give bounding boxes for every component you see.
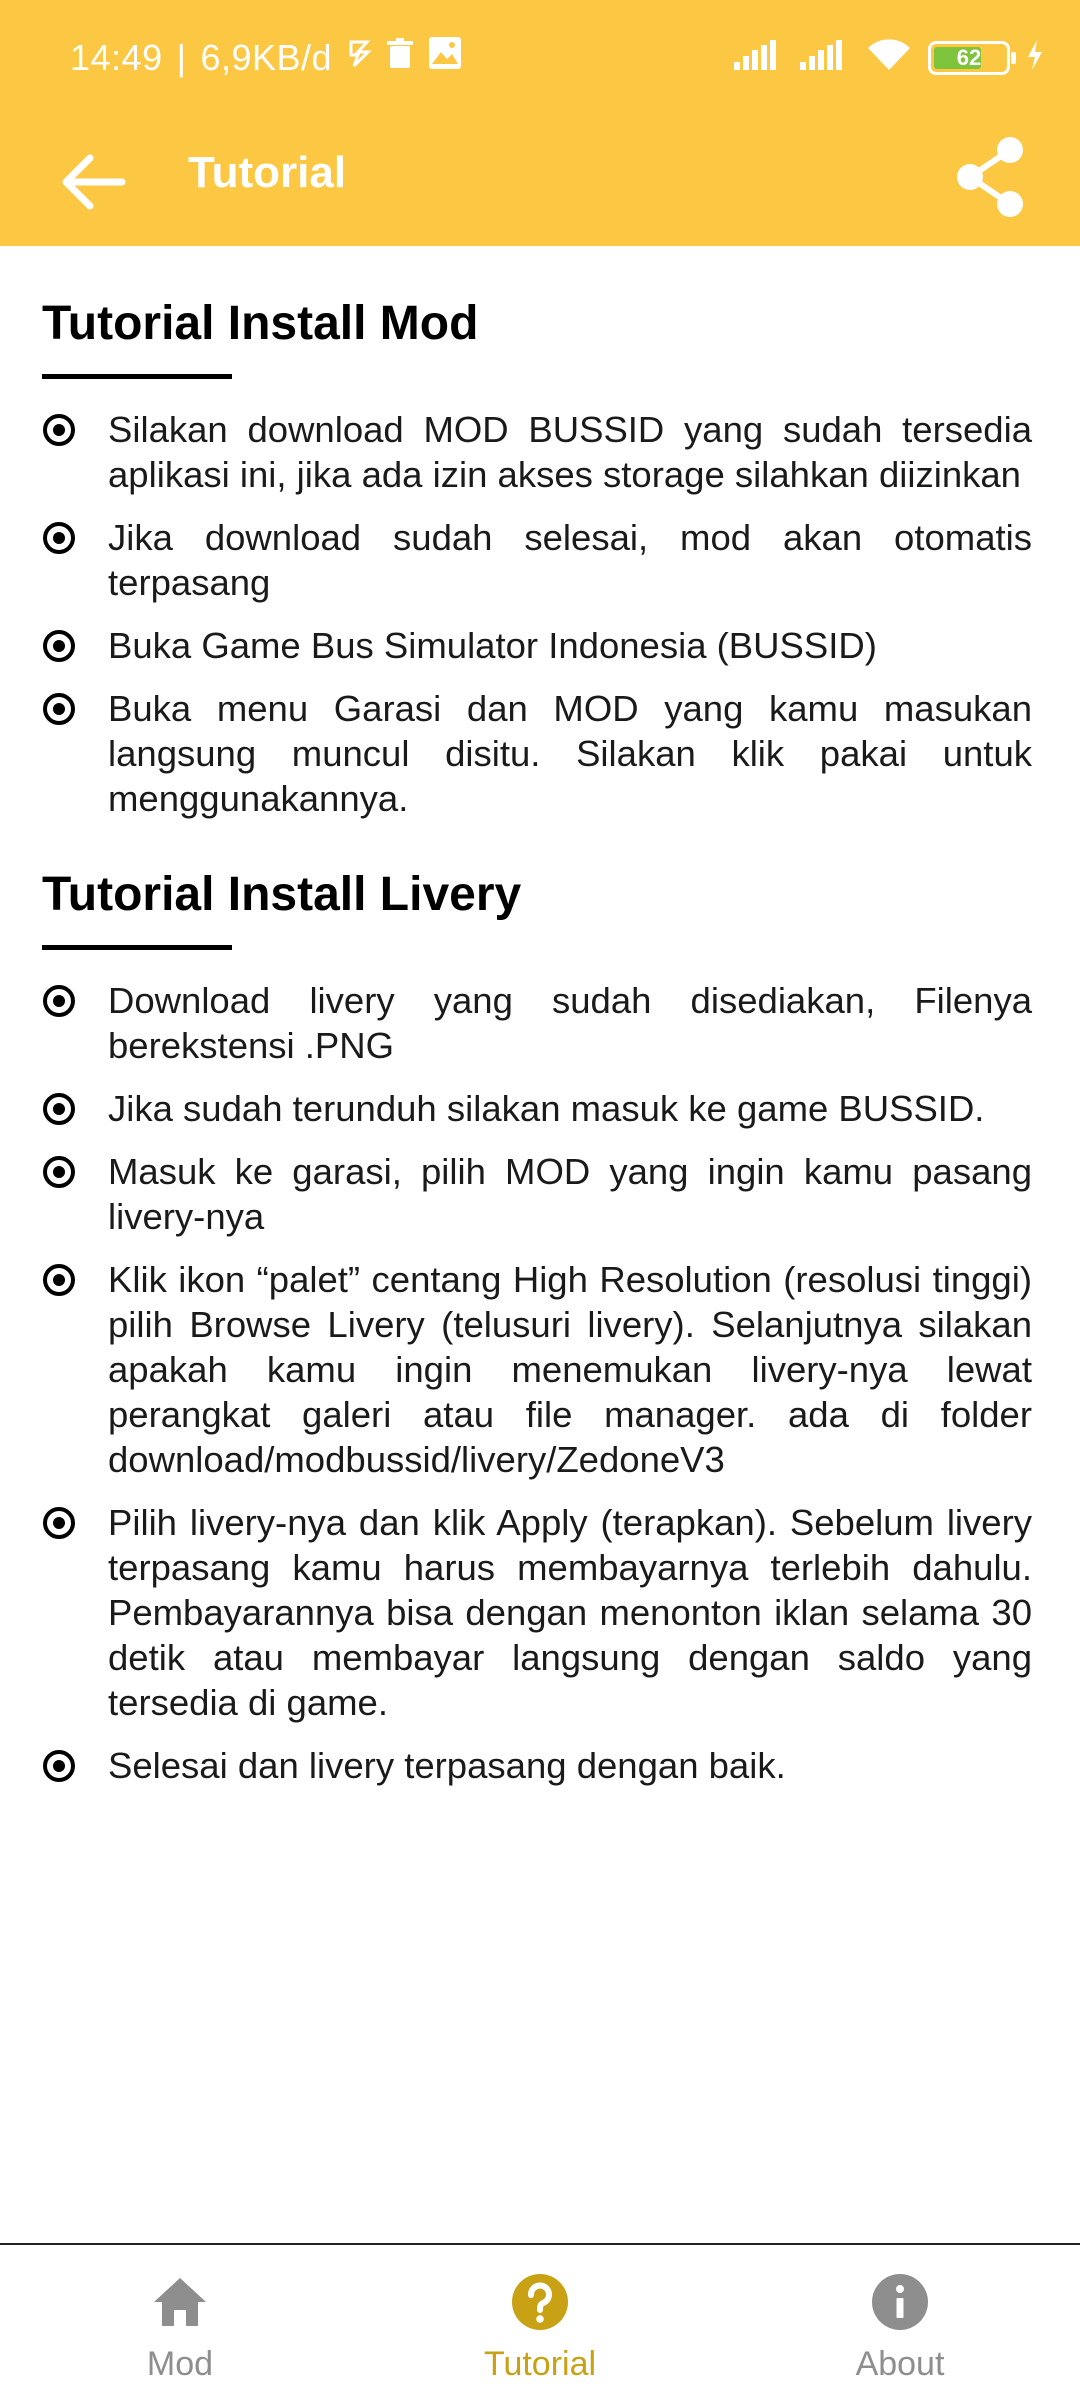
radio-bullet-icon (42, 686, 108, 731)
nav-item-tutorial[interactable] (420, 2271, 660, 2384)
home-icon (60, 2271, 300, 2333)
list-item (42, 623, 1032, 668)
radio-bullet-icon (42, 978, 108, 1023)
app-bar (0, 118, 1080, 246)
status-time: 14:49 (70, 36, 163, 78)
nav-item-about[interactable] (780, 2271, 1020, 2384)
back-arrow-icon (52, 140, 136, 224)
section-title: Tutorial Install Livery (42, 868, 522, 921)
bottom-navigation (0, 2243, 1080, 2402)
step-text: Download livery yang sudah disediakan, Filenya berekstensi .PNG (108, 980, 1032, 1066)
radio-bullet-icon (42, 1500, 108, 1545)
nav-label: Tutorial (483, 2345, 597, 2383)
title-underline (42, 374, 232, 379)
step-text: Masuk ke garasi, pilih MOD yang ingin kamu pasang livery-nya (108, 1151, 1032, 1237)
battery-icon (928, 41, 1010, 75)
signal-icon (734, 40, 784, 75)
status-left (70, 36, 462, 79)
radio-bullet-icon (42, 1149, 108, 1194)
list-item (42, 1086, 1032, 1131)
step-text: Pilih livery-nya dan klik Apply (terapkan). Sebelum livery terpasang kamu harus membayarnya terlebih dahulu. Pembayarannya bisa dengan menonton iklan selama 30 detik atau membayar langsung dengan saldo yang tersedia di game. (108, 1502, 1032, 1723)
nav-label: About (855, 2345, 945, 2383)
radio-bullet-icon (42, 407, 108, 452)
list-item (42, 686, 1032, 821)
help-icon (420, 2271, 660, 2333)
nav-label: Mod (146, 2345, 214, 2383)
share-icon (948, 132, 1032, 222)
list-item (42, 1500, 1032, 1725)
step-text: Silakan download MOD BUSSID yang sudah tersedia aplikasi ini, jika ada izin akses storage silahkan diizinkan (108, 409, 1032, 495)
list-item (42, 1149, 1032, 1239)
step-text: Klik ikon “palet” centang High Resolution (resolusi tinggi) pilih Browse Livery (telusuri livery). Selanjutnya silakan apakah kamu ingin menemukan livery-nya lewat perangkat galeri atau file manager. ada di folder download/modbussid/livery/ZedoneV3 (108, 1259, 1032, 1480)
status-right (734, 38, 1044, 77)
status-bar (0, 0, 1080, 118)
list-item (42, 978, 1032, 1068)
radio-bullet-icon (42, 623, 108, 668)
image-icon (428, 36, 462, 79)
back-button[interactable] (52, 140, 136, 224)
radio-bullet-icon (42, 515, 108, 560)
nav-item-mod[interactable] (60, 2271, 300, 2384)
step-text: Buka menu Garasi dan MOD yang kamu masukan langsung muncul disitu. Silakan klik pakai untuk menggunakannya. (108, 688, 1032, 819)
title-underline (42, 945, 232, 950)
section-title: Tutorial Install Mod (42, 297, 479, 350)
radio-bullet-icon (42, 1743, 108, 1788)
list-item (42, 1257, 1032, 1482)
share-button[interactable] (948, 132, 1032, 222)
battery-level: 62 (956, 44, 982, 70)
status-separator: | (176, 36, 187, 78)
radio-bullet-icon (42, 1257, 108, 1302)
step-text: Jika download sudah selesai, mod akan otomatis terpasang (108, 517, 1032, 603)
trash-icon (386, 37, 414, 79)
step-text: Jika sudah terunduh silakan masuk ke game BUSSID. (108, 1088, 985, 1129)
step-text: Selesai dan livery terpasang dengan baik. (108, 1745, 786, 1786)
radio-bullet-icon (42, 1086, 108, 1131)
tutorial-content[interactable] (0, 246, 1080, 1806)
section-install-mod (0, 294, 1080, 821)
info-icon (780, 2271, 1020, 2333)
signal-icon (800, 40, 850, 75)
section-install-livery (0, 865, 1080, 1788)
list-item (42, 407, 1032, 497)
list-item (42, 515, 1032, 605)
charging-bolt-icon (1026, 40, 1044, 75)
wifi-icon (866, 38, 912, 77)
page-title: Tutorial (188, 148, 347, 197)
data-saver-icon (346, 36, 372, 79)
list-item (42, 1743, 1032, 1788)
step-text: Buka Game Bus Simulator Indonesia (BUSSID) (108, 625, 877, 666)
status-net-speed: 6,9KB/d (200, 36, 333, 78)
